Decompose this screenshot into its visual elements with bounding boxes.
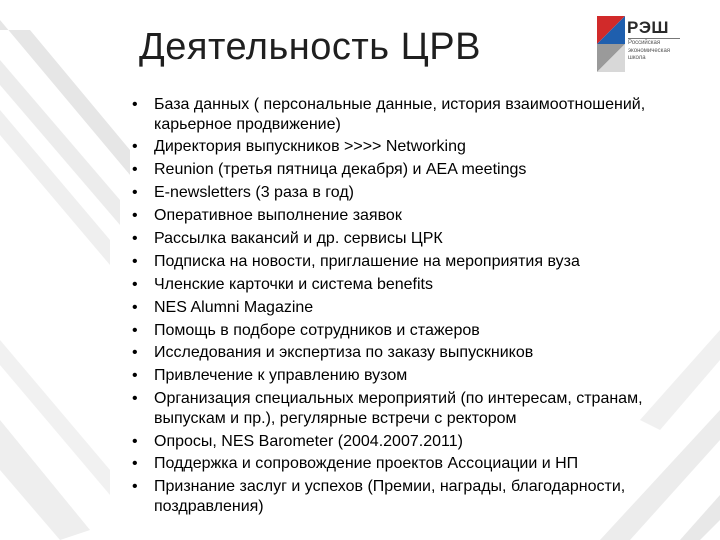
list-item: • Директория выпускников >>>> Networking xyxy=(132,137,692,157)
list-item: • База данных ( персональные данные, история взаимоотношений, карьерное продвижение) xyxy=(132,95,692,134)
list-item: • Членские карточки и система benefits xyxy=(132,275,692,295)
nes-logo-mark-icon xyxy=(597,16,625,72)
list-item: • Поддержка и сопровождение проектов Ассоциации и НП xyxy=(132,454,692,474)
list-item: • Организация специальных мероприятий (по интересам, странам, выпускам и пр.), регулярные встречи с ректором xyxy=(132,389,692,428)
slide-title: Деятельность ЦРВ xyxy=(139,26,481,68)
list-item: • E-newsletters (3 раза в год) xyxy=(132,183,692,203)
activities-list xyxy=(132,95,692,520)
list-item: • Исследования и экспертиза по заказу выпускников xyxy=(132,343,692,363)
list-item: • Рассылка вакансий и др. сервисы ЦРК xyxy=(132,229,692,249)
list-item: • Помощь в подборе сотрудников и стажеров xyxy=(132,321,692,341)
list-item: • Оперативное выполнение заявок xyxy=(132,206,692,226)
list-item: • Reunion (третья пятница декабря) и AEA meetings xyxy=(132,160,692,180)
list-item: • Признание заслуг и успехов (Премии, награды, благодарности, поздравления) xyxy=(132,477,692,516)
list-item: • NES Alumni Magazine xyxy=(132,298,692,318)
logo-name: РЭШ xyxy=(627,18,670,37)
nes-logo xyxy=(597,16,683,74)
logo-divider xyxy=(628,38,680,39)
logo-subtitle: Российская экономическая школа xyxy=(628,40,671,61)
list-item: • Привлечение к управлению вузом xyxy=(132,366,692,386)
list-item: • Опросы, NES Barometer (2004.2007.2011) xyxy=(132,432,692,452)
list-item: • Подписка на новости, приглашение на мероприятия вуза xyxy=(132,252,692,272)
